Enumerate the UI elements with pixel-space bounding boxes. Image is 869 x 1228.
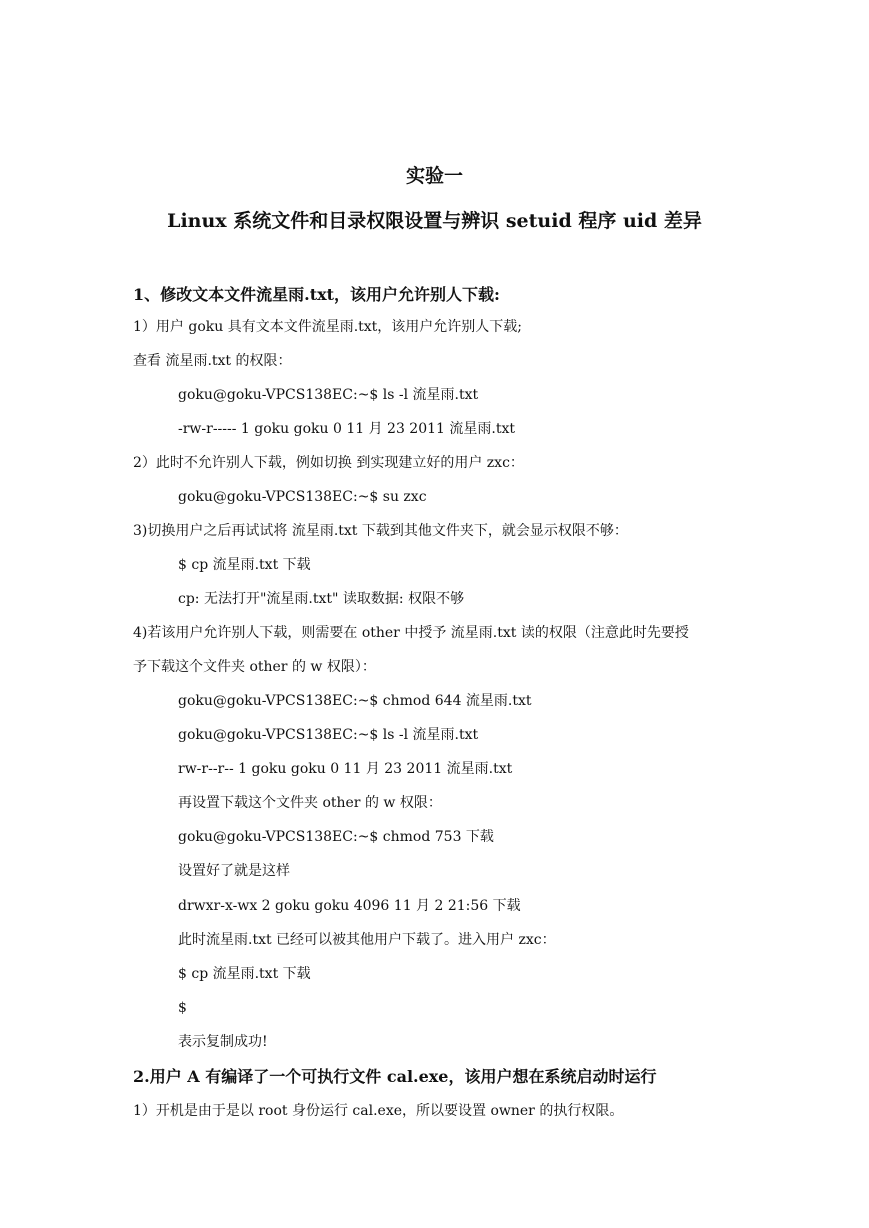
command-line: $ cp 流星雨.txt 下载 xyxy=(178,966,311,982)
command-line: goku@goku-VPCS138EC:~$ ls -l 流星雨.txt xyxy=(178,727,479,743)
section-2-heading: 2.用户 A 有编译了一个可执行文件 cal.exe，该用户想在系统启动时运行 xyxy=(133,1067,657,1086)
paragraph: 查看 流星雨.txt 的权限： xyxy=(133,353,292,369)
command-line: $ cp 流星雨.txt 下载 xyxy=(178,557,311,573)
section-1-heading: 1、修改文本文件流星雨.txt，该用户允许别人下载: xyxy=(133,285,500,304)
command-line: goku@goku-VPCS138EC:~$ su zxc xyxy=(178,489,427,505)
paragraph: 再设置下载这个文件夹 other 的 w 权限： xyxy=(178,795,442,811)
document-title: 实验一 xyxy=(405,165,463,187)
paragraph: 此时流星雨.txt 已经可以被其他用户下载了。进入用户 zxc： xyxy=(178,932,556,948)
paragraph: 1）开机是由于是以 root 身份运行 cal.exe，所以要设置 owner 的执行权限。 xyxy=(133,1103,624,1119)
command-line: goku@goku-VPCS138EC:~$ ls -l 流星雨.txt xyxy=(178,387,479,403)
command-output: -rw-r----- 1 goku goku 0 11 月 23 2011 流星雨.txt xyxy=(178,421,515,437)
command-line: goku@goku-VPCS138EC:~$ chmod 644 流星雨.txt xyxy=(178,693,532,709)
command-output: drwxr-x-wx 2 goku goku 4096 11 月 2 21:56 下载 xyxy=(178,898,521,914)
command-output: rw-r--r-- 1 goku goku 0 11 月 23 2011 流星雨.txt xyxy=(178,761,513,777)
paragraph: 3)切换用户之后再试试将 流星雨.txt 下载到其他文件夹下，就会显示权限不够： xyxy=(133,523,628,539)
paragraph: 表示复制成功! xyxy=(178,1034,268,1050)
paragraph: 设置好了就是这样 xyxy=(178,863,290,879)
paragraph: 1）用户 goku 具有文本文件流星雨.txt，该用户允许别人下载; xyxy=(133,319,523,335)
command-line: goku@goku-VPCS138EC:~$ chmod 753 下载 xyxy=(178,829,494,845)
command-output: cp: 无法打开"流星雨.txt" 读取数据: 权限不够 xyxy=(178,591,465,607)
paragraph: 2）此时不允许别人下载，例如切换 到实现建立好的用户 zxc： xyxy=(133,455,524,471)
command-line: $ xyxy=(178,1000,187,1016)
document-subtitle: Linux 系统文件和目录权限设置与辨识 setuid 程序 uid 差异 xyxy=(167,210,702,232)
paragraph: 予下载这个文件夹 other 的 w 权限）： xyxy=(133,659,376,675)
paragraph: 4)若该用户允许别人下载，则需要在 other 中授予 流星雨.txt 读的权限（注意此时先要授 xyxy=(133,625,689,641)
